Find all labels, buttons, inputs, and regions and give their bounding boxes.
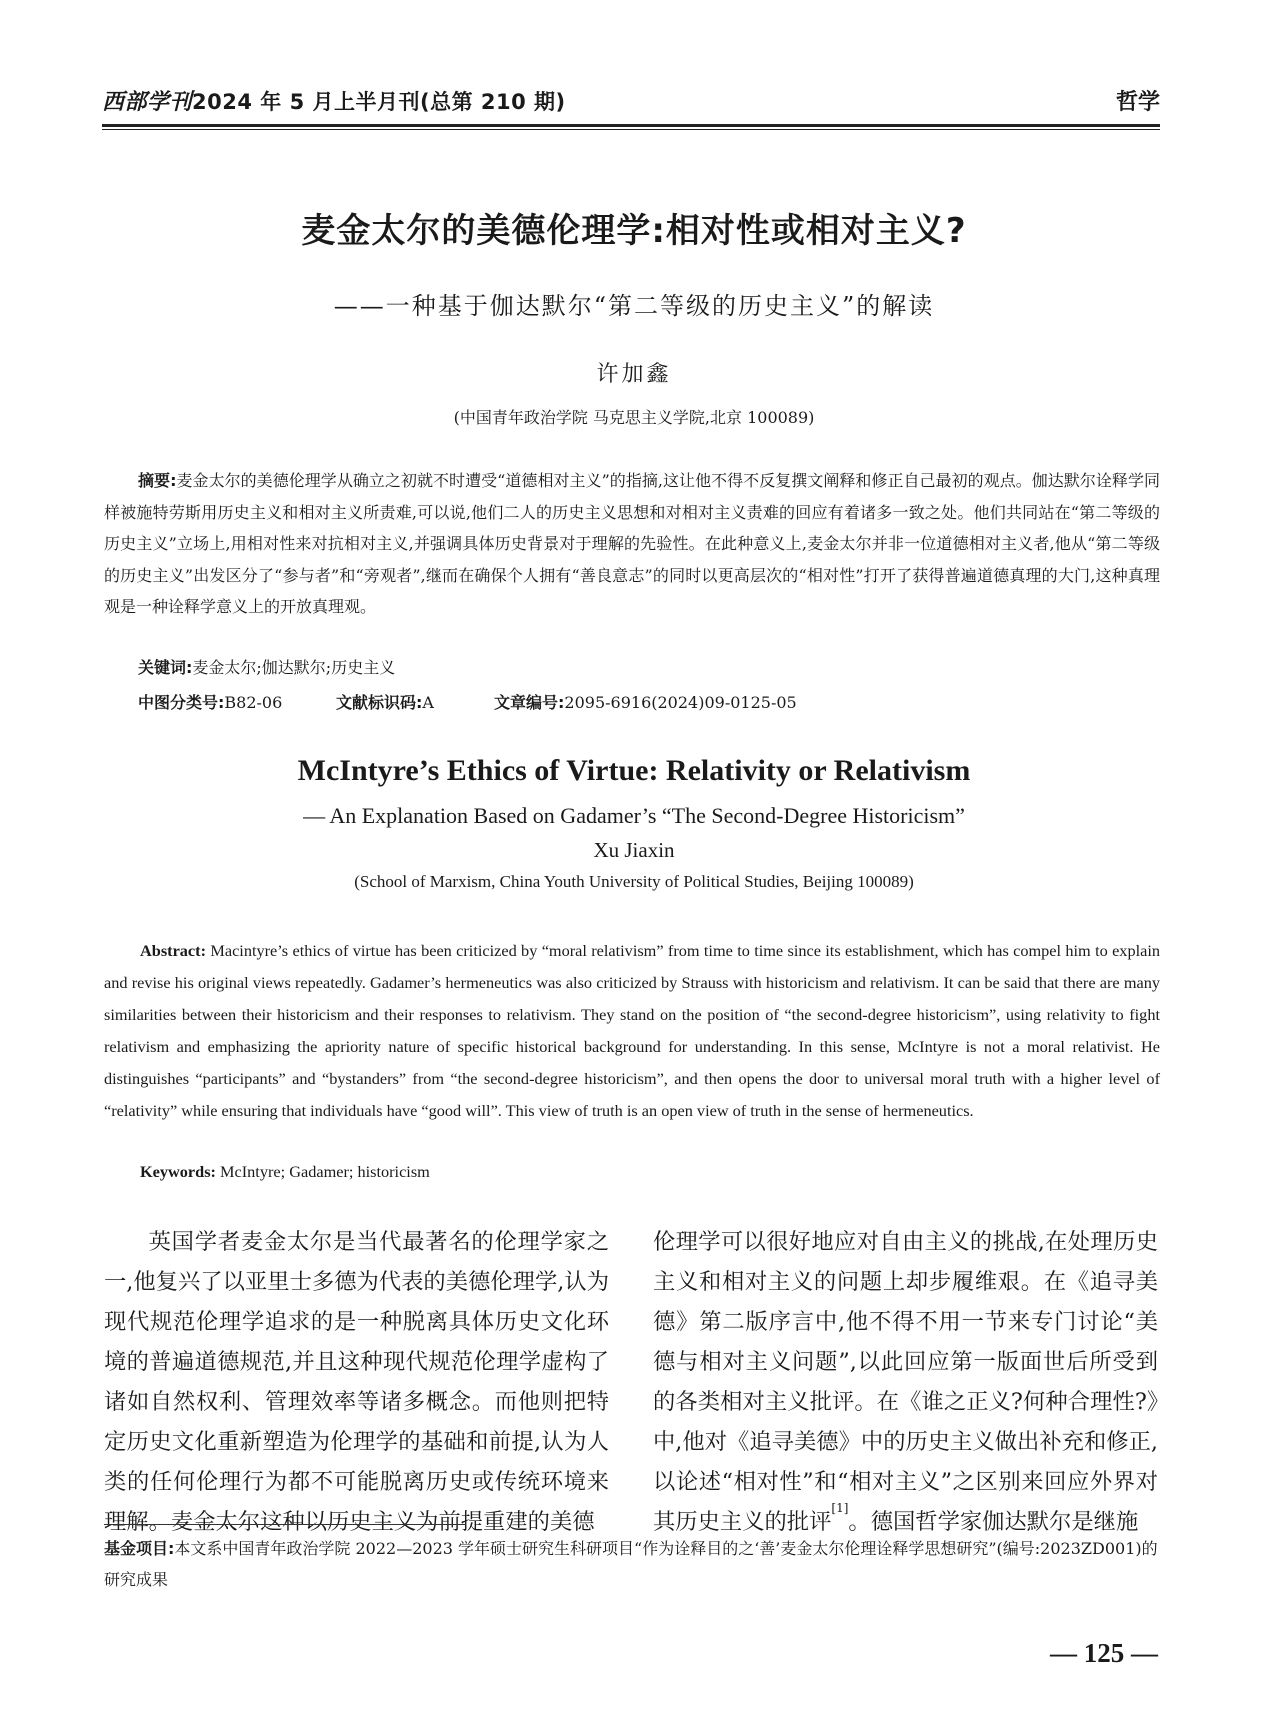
footnote-rule <box>104 1524 466 1525</box>
body-right-column <box>653 1222 1158 1542</box>
abstract-text: 麦金太尔的美德伦理学从确立之初就不时遭受“道德相对主义”的指摘,这让他不得不反复撰文阐释和修正自己最初的观点。伽达默尔诠释学同样被施特劳斯用历史主义和相对主义所责难,可以说,他们二人的历史主义思想和对相对主义责难的回应有着诸多一致之处。他们共同站在“第二等级的历史主义”立场上,用相对性来对抗相对主义,并强调具体历史背景对于理解的先验性。在此种意义上,麦金太尔并非一位道德相对主义者,他从“第二等级的历史主义”出发区分了“参与者”和“旁观者”,继而在确保个人拥有“善良意志”的同时以更高层次的“相对性”打开了获得普遍道德真理的大门,这种真理观是一种诠释学意义上的开放真理观。 <box>104 471 1160 616</box>
english-abstract-label: Abstract: <box>140 941 207 960</box>
body-paragraph: 英国学者麦金太尔是当代最著名的伦理学家之一,他复兴了以亚里士多德为代表的美德伦理学,认为现代规范伦理学追求的是一种脱离具体历史文化环境的普遍道德规范,并且这种现代规范伦理学虚构了诸如自然权利、管理效率等诸多概念。而他则把特定历史文化重新塑造为伦理学的基础和前提,认为人类的任何伦理行为都不可能脱离历史或传统环境来理解。麦金太尔这种以历史主义为前提重建的美德 <box>104 1229 609 1535</box>
chinese-affiliation: (中国青年政治学院 马克思主义学院,北京 100089) <box>453 408 815 427</box>
article-no-label: 文章编号: <box>494 693 565 712</box>
doc-code-value: A <box>422 693 434 712</box>
keywords-text: 麦金太尔;伽达默尔;历史主义 <box>192 658 396 677</box>
abstract-label: 摘要: <box>138 471 177 490</box>
issue-info: 2024 年 5 月上半月刊(总第 210 期) <box>192 90 566 114</box>
english-keywords-text: McIntyre; Gadamer; historicism <box>220 1162 430 1181</box>
chinese-abstract <box>104 465 1160 623</box>
article-no-value: 2095-6916(2024)09-0125-05 <box>564 693 797 712</box>
citation-ref[interactable]: [1] <box>831 1501 849 1515</box>
header-rule <box>102 124 1160 127</box>
chinese-keywords <box>138 655 395 678</box>
funding-label: 基金项目: <box>104 1539 175 1558</box>
body-text-tail: 。德国哲学家伽达默尔是继施 <box>848 1509 1139 1535</box>
clc-label: 中图分类号: <box>138 693 225 712</box>
funding-text: 本文系中国青年政治学院 2022—2023 学年硕士研究生科研项目“作为诠释目的之‘善’麦金太尔伦理诠释学思想研究”(编号:2023ZD001)的研究成果 <box>104 1539 1158 1589</box>
journal-logo: 西部学刊 <box>102 89 193 115</box>
chinese-author: 许加鑫 <box>596 362 672 387</box>
body-text-part: 伦理学可以很好地应对自由主义的挑战,在处理历史主义和相对主义的问题上却步履维艰。在《追寻美德》第二版序言中,他不得不用一节来专门讨论“美德与相对主义问题”,以此回应第一版面世后所受到的各类相对主义批评。在《谁之正义?何种合理性?》中,他对《追寻美德》中的历史主义做出补充和修正,以论述“相对性”和“相对主义”之区别来回应外界对其历史主义的批评 <box>653 1229 1158 1535</box>
english-author: Xu Jiaxin <box>593 838 675 862</box>
classification-row <box>138 690 1138 714</box>
english-subtitle: — An Explanation Based on Gadamer’s “The Second-Degree Historicism” <box>303 803 965 828</box>
chinese-subtitle: ——一种基于伽达默尔“第二等级的历史主义”的解读 <box>333 292 935 320</box>
header-rule-thin <box>102 129 1160 130</box>
body-left-column <box>104 1222 609 1542</box>
clc-code <box>138 690 282 713</box>
journal-issue-line <box>102 85 566 116</box>
doc-code-label: 文献标识码: <box>336 693 423 712</box>
article-number <box>494 690 797 713</box>
english-keywords <box>140 1162 430 1182</box>
document-code <box>336 690 434 713</box>
clc-value: B82-06 <box>224 693 283 712</box>
english-affiliation: (School of Marxism, China Youth University of Political Studies, Beijing 100089) <box>354 872 914 891</box>
chinese-title: 麦金太尔的美德伦理学:相对性或相对主义? <box>301 211 967 251</box>
english-abstract-text: Macintyre’s ethics of virtue has been criticized by “moral relativism” from time to time since its establishment, which has compel him to explain and revise his original views repeatedly. Gadamer’s hermeneutics was also criticized by Strauss with historicism and relativism. It can be said that there are many similarities between their historicism and their responses to relativism. They stand on the position of “the second-degree historicism”, using relativity to fight relativism and emphasizing the apriority nature of specific historical background for understanding. In this sense, McIntyre is not a moral relativist. He distinguishes “participants” and “bystanders” from “the second-degree historicism”, and then opens the door to universal moral truth with a higher level of “relativity” while ensuring that individuals have “good will”. This view of truth is an open view of truth in the sense of hermeneutics. <box>104 941 1160 1120</box>
keywords-label: 关键词: <box>138 658 193 677</box>
english-title: McIntyre’s Ethics of Virtue: Relativity or Relativism <box>297 754 971 787</box>
running-header <box>102 85 1160 121</box>
body-paragraph-continued <box>653 1222 1158 1542</box>
funding-footnote <box>104 1533 1160 1595</box>
english-abstract <box>104 935 1160 1127</box>
section-label: 哲学 <box>1115 90 1160 115</box>
page-number: — 125 — <box>1050 1638 1158 1668</box>
english-keywords-label: Keywords: <box>140 1162 216 1181</box>
